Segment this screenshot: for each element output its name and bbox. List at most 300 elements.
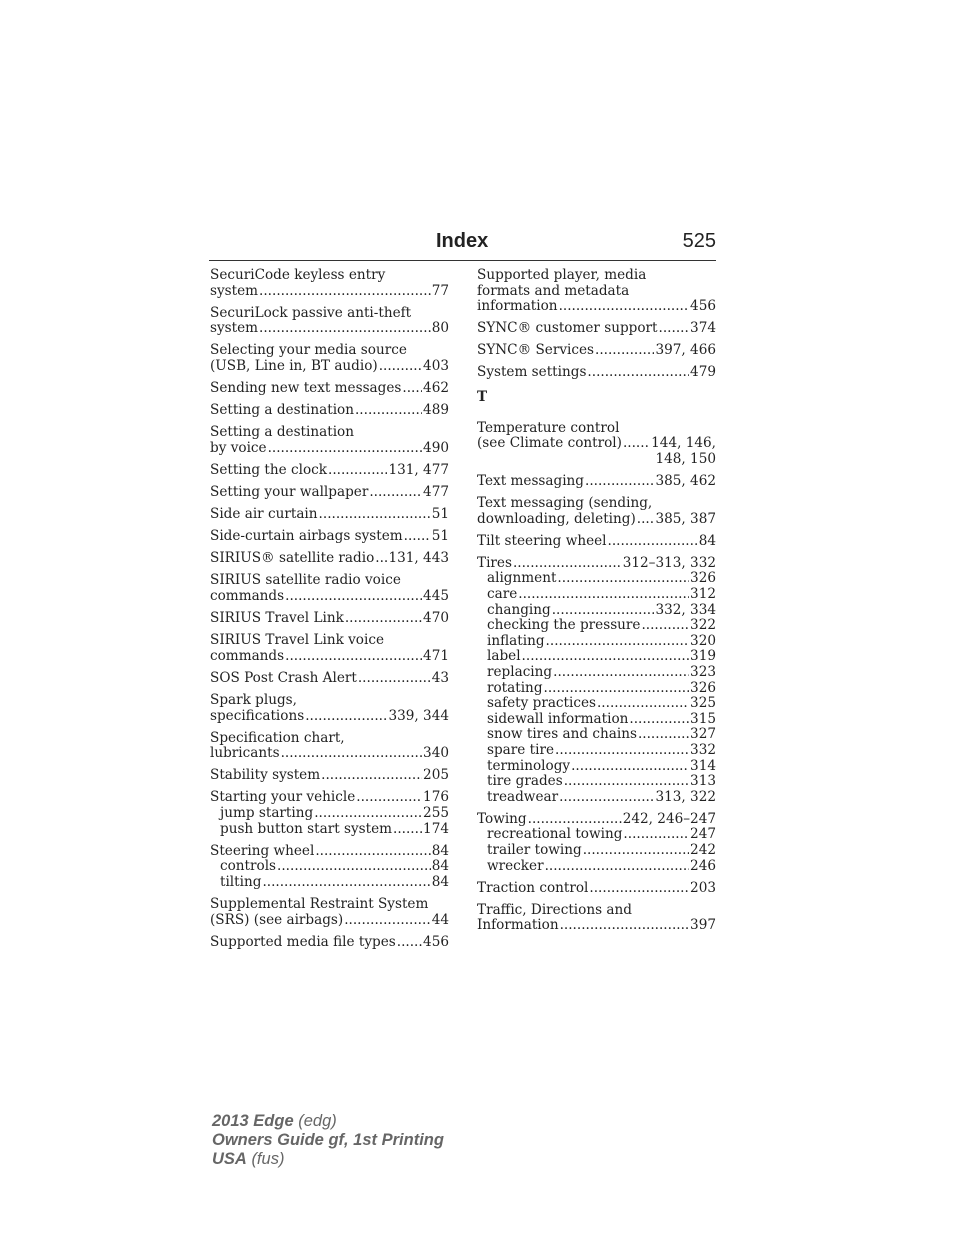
index-term: Towing [477, 810, 527, 827]
index-entry [477, 343, 716, 359]
footer-region-code: (fus) [251, 1150, 285, 1168]
page-reference: 315 [690, 710, 716, 727]
index-line [210, 359, 449, 375]
index-entry [210, 343, 449, 374]
page-reference: 84 [431, 842, 449, 859]
index-entry [210, 573, 449, 604]
page-reference: 477 [423, 484, 449, 501]
index-term: system [210, 320, 259, 337]
index-line [210, 768, 449, 784]
index-term: Side air curtain [210, 506, 318, 523]
page-reference: 247 [690, 826, 716, 843]
index-line [477, 343, 716, 359]
dot-leader [305, 709, 387, 725]
index-term: Setting the clock [210, 461, 327, 478]
index-term: care [487, 586, 518, 602]
index-entry [210, 611, 449, 627]
index-line [477, 452, 716, 468]
index-entry [210, 268, 449, 299]
footer-line-3 [212, 1150, 444, 1169]
page-reference: 314 [690, 757, 716, 774]
index-subentry [477, 774, 716, 790]
index-entry [477, 365, 716, 381]
index-term: Supplemental Restraint System [210, 896, 429, 912]
index-line [477, 903, 716, 919]
index-line [477, 365, 716, 381]
page-reference: 51 [431, 506, 449, 523]
index-line [477, 421, 716, 437]
dot-leader [402, 381, 422, 397]
dot-leader [285, 589, 422, 605]
index-term: Starting your vehicle [210, 789, 356, 806]
index-term: SecuriCode keyless entry [210, 267, 386, 283]
dot-leader [375, 551, 387, 567]
index-line [210, 268, 449, 284]
page-reference: 255 [423, 805, 449, 822]
dot-leader [328, 463, 387, 479]
index-line [210, 551, 449, 567]
index-line [210, 790, 449, 806]
page-reference: 456 [423, 933, 449, 950]
dot-leader [355, 403, 422, 419]
index-term: downloading, deleting) [477, 510, 636, 527]
index-entry [477, 556, 716, 806]
dot-leader [358, 671, 431, 687]
index-term: lubricants [210, 745, 280, 762]
dot-leader [587, 365, 689, 381]
index-entry [210, 693, 449, 724]
index-term: SIRIUS Travel Link [210, 610, 344, 627]
page-reference: 84 [698, 532, 716, 549]
page-reference: 385, 462 [655, 472, 716, 489]
dot-leader [560, 918, 689, 934]
index-subentry [477, 727, 716, 743]
dot-leader [608, 534, 698, 550]
index-term: Information [477, 917, 559, 934]
page-reference: 80 [431, 320, 449, 337]
index-term: Traffic, Directions and [477, 901, 632, 918]
dot-leader [259, 321, 431, 337]
index-line [210, 381, 449, 397]
index-term: information [477, 298, 558, 315]
index-entry [210, 425, 449, 456]
index-term: SecuriLock passive anti-theft [210, 304, 412, 321]
index-column-left [210, 268, 449, 957]
index-subentry [210, 806, 449, 822]
index-term: commands [210, 647, 285, 664]
index-title: Index [436, 230, 489, 252]
index-term: (see Climate control) [477, 435, 622, 452]
index-term: Setting your wallpaper [210, 484, 369, 501]
index-entry [210, 463, 449, 479]
index-subentry [477, 759, 716, 775]
index-entry [210, 768, 449, 784]
index-line [210, 321, 449, 337]
index-term: alignment [487, 570, 557, 587]
index-entry [210, 633, 449, 664]
index-line [210, 441, 449, 457]
index-term: safety practices [487, 695, 596, 712]
dot-leader [595, 343, 654, 359]
index-line [210, 343, 449, 359]
index-term: SYNC® customer support [477, 320, 658, 337]
page-reference: 445 [423, 588, 449, 604]
index-line [477, 496, 716, 512]
index-line [210, 844, 449, 860]
index-subentry [477, 843, 716, 859]
page-reference: 242, 246–247 [622, 810, 716, 827]
dot-leader [356, 790, 422, 806]
page-reference: 462 [423, 380, 449, 397]
page-reference: 44 [431, 911, 449, 928]
index-line [210, 671, 449, 687]
dot-leader [518, 587, 689, 603]
index-line [210, 913, 449, 929]
dot-leader [369, 485, 422, 501]
index-line [210, 284, 449, 300]
index-line [477, 918, 716, 934]
dot-leader [321, 768, 422, 784]
page-reference: 43 [431, 669, 449, 686]
index-line [477, 474, 716, 490]
index-subentry [477, 649, 716, 665]
index-line [477, 299, 716, 315]
index-term: Traction control [477, 879, 589, 896]
index-term: SIRIUS Travel Link voice [210, 632, 384, 649]
dot-leader [641, 618, 689, 634]
index-entry [477, 881, 716, 897]
dot-leader [571, 759, 689, 775]
page-reference: 84 [431, 873, 449, 890]
index-subentry [210, 822, 449, 838]
index-subentry [477, 827, 716, 843]
dot-leader [637, 512, 655, 528]
index-line [210, 935, 449, 951]
index-term: Selecting your media source [210, 342, 407, 359]
footer [212, 1112, 444, 1169]
page-reference: 131, 443 [388, 550, 449, 567]
page-reference: 339, 344 [388, 707, 449, 724]
index-subentry [477, 571, 716, 587]
index-term: label [487, 648, 521, 665]
index-term: by voice [210, 439, 267, 456]
page-reference: 332 [690, 741, 716, 758]
index-entry [477, 534, 716, 550]
dot-leader [268, 441, 422, 457]
index-line [210, 485, 449, 501]
index-term: tilting [220, 873, 262, 890]
index-term: push button start system [220, 820, 393, 837]
index-line [210, 633, 449, 649]
index-line [477, 268, 716, 284]
index-line [210, 425, 449, 441]
footer-guide: Owners Guide gf, 1st Printing [212, 1131, 444, 1149]
page-reference: 327 [690, 726, 716, 743]
dot-leader [319, 507, 431, 523]
index-subentry [477, 634, 716, 650]
index-term: trailer towing [487, 842, 582, 858]
index-term: terminology [487, 757, 571, 774]
index-line [477, 512, 716, 528]
dot-leader [315, 844, 430, 860]
index-subentry [477, 603, 716, 619]
page-reference: 148, 150 [655, 450, 716, 467]
index-entry [210, 306, 449, 337]
index-term: spare tire [487, 741, 554, 758]
dot-leader [285, 649, 422, 665]
dot-leader [379, 359, 422, 375]
index-column-right [477, 268, 716, 940]
index-term: formats and metadata [477, 282, 630, 299]
index-subentry [477, 587, 716, 603]
index-line [210, 573, 449, 589]
page-reference: 456 [690, 298, 716, 315]
index-term: snow tires and chains [487, 726, 637, 743]
index-entry [210, 485, 449, 501]
page-reference: 312–313, 332 [622, 554, 716, 571]
index-subentry [477, 790, 716, 806]
index-line [477, 881, 716, 897]
index-entry [210, 403, 449, 419]
index-subentry [477, 665, 716, 681]
index-term: Tires [477, 554, 512, 571]
index-term: SIRIUS satellite radio voice [210, 572, 401, 589]
page-reference: 51 [431, 528, 449, 545]
index-entry [210, 507, 449, 523]
dot-leader [522, 649, 690, 665]
index-entry [477, 321, 716, 337]
footer-model-code: (edg) [298, 1112, 337, 1130]
index-term: Setting a destination [210, 402, 354, 419]
index-line [210, 529, 449, 545]
index-term: System settings [477, 364, 587, 381]
index-line [210, 306, 449, 322]
dot-leader [557, 571, 689, 587]
index-term: (USB, Line in, BT audio) [210, 357, 378, 374]
dot-leader [623, 827, 689, 843]
page-reference: 176 [423, 789, 449, 806]
page-reference: 326 [690, 679, 716, 696]
page-reference: 77 [431, 282, 449, 299]
dot-leader [528, 812, 622, 828]
index-subentry [477, 696, 716, 712]
index-entry [477, 812, 716, 874]
page-reference: 312 [690, 586, 716, 602]
dot-leader [344, 913, 430, 929]
page-reference: 325 [690, 695, 716, 712]
footer-region: USA [212, 1150, 247, 1168]
index-term: (SRS) (see airbags) [210, 911, 344, 928]
index-entry [477, 903, 716, 934]
dot-leader [281, 746, 422, 762]
page-reference: 397, 466 [655, 342, 716, 359]
index-entry [210, 671, 449, 687]
index-term: system [210, 282, 259, 299]
index-entry [210, 790, 449, 837]
index-entry [477, 421, 716, 468]
page-reference: 397 [690, 917, 716, 934]
dot-leader [314, 806, 422, 822]
dot-leader [559, 299, 689, 315]
page-reference: 326 [690, 570, 716, 587]
index-term: SOS Post Crash Alert [210, 669, 357, 686]
dot-leader [553, 665, 689, 681]
index-line [477, 321, 716, 337]
dot-leader [597, 696, 689, 712]
index-term: Supported media file types [210, 933, 396, 950]
index-line [210, 403, 449, 419]
index-entry [210, 731, 449, 762]
page-reference: 205 [423, 767, 449, 784]
dot-leader [404, 529, 431, 545]
index-line [210, 649, 449, 665]
index-subentry [210, 859, 449, 875]
dot-leader [262, 875, 430, 891]
index-subentry [477, 618, 716, 634]
index-entry [210, 935, 449, 951]
index-term: Steering wheel [210, 842, 315, 859]
index-term: Text messaging [477, 472, 585, 489]
index-subentry [477, 681, 716, 697]
index-subentry [210, 875, 449, 891]
page-reference: 385, 387 [655, 510, 716, 527]
index-line [210, 507, 449, 523]
index-term: tire grades [487, 773, 563, 790]
index-line [210, 463, 449, 479]
index-line [477, 812, 716, 828]
page-reference: 246 [690, 857, 716, 874]
page-reference: 322 [690, 617, 716, 634]
index-line [210, 746, 449, 762]
index-term: wrecker [487, 857, 544, 874]
page-reference: 144, 146, [651, 435, 716, 452]
section-letter: T [477, 389, 488, 406]
index-line [210, 693, 449, 709]
index-line [477, 436, 716, 452]
page-reference: 490 [423, 439, 449, 456]
index-term: Specification chart, [210, 729, 345, 746]
footer-line-1 [212, 1112, 444, 1131]
index-line [477, 284, 716, 300]
index-subentry [477, 859, 716, 875]
page-reference: 489 [423, 402, 449, 419]
dot-leader [544, 681, 690, 697]
index-line [477, 534, 716, 550]
page-reference: 403 [423, 357, 449, 374]
index-entry [477, 268, 716, 315]
index-term: SYNC® Services [477, 342, 595, 359]
dot-leader [393, 822, 422, 838]
dot-leader [638, 727, 689, 743]
index-term: SIRIUS® satellite radio [210, 550, 375, 567]
index-term: Temperature control [477, 419, 620, 436]
index-term: commands [210, 588, 285, 604]
page-reference: 323 [690, 663, 716, 680]
index-term: specifications [210, 707, 305, 724]
index-term: Spark plugs, [210, 691, 297, 708]
index-line [210, 611, 449, 627]
index-term: Stability system [210, 767, 321, 784]
index-term: rotating [487, 679, 543, 696]
index-term: checking the pressure [487, 617, 641, 634]
dot-leader [564, 774, 689, 790]
dot-leader [623, 436, 650, 452]
page-reference: 320 [690, 632, 716, 649]
dot-leader [585, 474, 654, 490]
index-term: Setting a destination [210, 424, 354, 441]
page-reference: 471 [423, 647, 449, 664]
index-term: replacing [487, 663, 553, 680]
dot-leader [589, 881, 689, 897]
dot-leader [583, 843, 689, 859]
page-reference: 242 [690, 842, 716, 858]
index-term: Sending new text messages [210, 380, 402, 397]
index-term: Text messaging (sending, [477, 495, 653, 512]
index-entry [210, 897, 449, 928]
page-reference: 340 [423, 745, 449, 762]
index-line [477, 556, 716, 572]
index-subentry [477, 743, 716, 759]
index-entry [210, 844, 449, 891]
dot-leader [629, 712, 689, 728]
index-term: changing [487, 601, 551, 618]
dot-leader [259, 284, 431, 300]
index-entry [477, 496, 716, 527]
footer-model: 2013 Edge [212, 1112, 294, 1130]
index-term: inflating [487, 632, 545, 649]
dot-leader [659, 321, 690, 337]
page-reference: 319 [690, 648, 716, 665]
page-reference: 313, 322 [655, 788, 716, 805]
index-subentry [477, 712, 716, 728]
page-header [209, 228, 716, 261]
footer-line-2 [212, 1131, 444, 1150]
page-reference: 332, 334 [655, 601, 716, 618]
index-term: Tilt steering wheel [477, 532, 607, 549]
index-term: controls [220, 858, 277, 875]
page-number: 525 [682, 230, 716, 252]
index-line [210, 589, 449, 605]
index-entry [210, 529, 449, 545]
index-line [210, 731, 449, 747]
page-reference: 174 [423, 820, 449, 837]
dot-leader [545, 859, 689, 875]
dot-leader [277, 859, 431, 875]
dot-leader [552, 603, 655, 619]
index-term: Side-curtain airbags system [210, 528, 403, 545]
page-reference: 479 [690, 364, 716, 381]
dot-leader [345, 611, 422, 627]
dot-leader [559, 790, 654, 806]
dot-leader [555, 743, 689, 759]
index-term: treadwear [487, 788, 559, 805]
index-term: Supported player, media [477, 267, 647, 283]
page-reference: 84 [431, 858, 449, 875]
index-entry [210, 381, 449, 397]
page-reference: 374 [690, 320, 716, 337]
index-term: recreational towing [487, 826, 623, 843]
index-line [210, 709, 449, 725]
page-reference: 313 [690, 773, 716, 790]
index-term: sidewall information [487, 710, 629, 727]
dot-leader [546, 634, 690, 650]
page-reference: 470 [423, 610, 449, 627]
page-reference: 131, 477 [388, 461, 449, 478]
index-line [210, 897, 449, 913]
index-term: jump starting [220, 805, 314, 822]
dot-leader [513, 556, 622, 572]
index-entry [210, 551, 449, 567]
